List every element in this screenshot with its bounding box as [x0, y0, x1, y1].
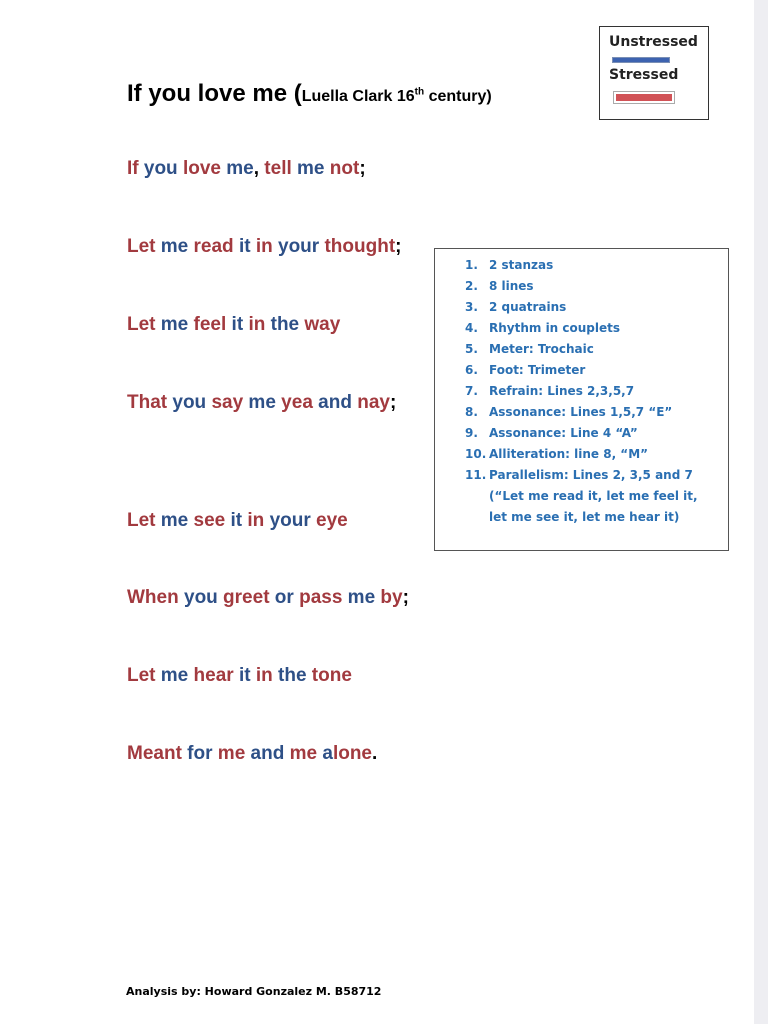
note-text: Meter: Trochaic	[489, 342, 594, 356]
note-number: 8.	[465, 405, 478, 419]
stressed-syllable: Let	[127, 236, 156, 257]
note-text: Refrain: Lines 2,3,5,7	[489, 384, 635, 398]
stressed-syllable: way	[299, 314, 341, 335]
stressed-syllable: tell	[259, 158, 292, 179]
analysis-note-item	[465, 255, 717, 276]
analysis-note-item	[465, 402, 717, 423]
unstressed-syllable: me	[243, 392, 276, 413]
unstressed-syllable: a	[317, 743, 333, 764]
note-number: 10.	[465, 447, 487, 461]
note-number: 11.	[465, 468, 487, 482]
analysis-note-item	[465, 423, 717, 444]
unstressed-syllable: you	[138, 158, 178, 179]
stressed-syllable: nay	[351, 392, 390, 413]
legend-stressed-label: Stressed	[609, 67, 679, 83]
note-text: Rhythm in couplets	[489, 321, 621, 335]
title-author	[302, 88, 492, 105]
unstressed-syllable: it	[233, 665, 251, 686]
unstressed-syllable: your	[272, 236, 320, 257]
punctuation: ;	[395, 236, 402, 257]
unstressed-syllable: for	[181, 743, 213, 764]
analysis-note-item	[465, 297, 717, 318]
analysis-note-item	[465, 318, 717, 339]
stressed-syllable: pass	[293, 587, 343, 608]
stressed-syllable: lone	[332, 743, 372, 764]
note-number: 7.	[465, 384, 478, 398]
note-text: Assonance: Lines 1,5,7 “E”	[489, 405, 673, 419]
unstressed-syllable: me	[155, 314, 189, 335]
punctuation: ;	[359, 158, 366, 179]
note-number: 1.	[465, 258, 478, 272]
analysis-note-item	[465, 444, 717, 465]
note-number: 9.	[465, 426, 478, 440]
note-text: 2 quatrains	[489, 300, 567, 314]
stressed-syllable: If	[127, 158, 139, 179]
stressed-syllable: not	[324, 158, 360, 179]
note-text: 8 lines	[489, 279, 534, 293]
unstressed-syllable: it	[226, 314, 244, 335]
stressed-syllable: say	[206, 392, 244, 413]
unstressed-syllable: it	[233, 236, 251, 257]
stressed-syllable: hear	[188, 665, 234, 686]
stress-legend	[599, 26, 709, 120]
title-main: If you love me	[127, 80, 288, 107]
note-number: 6.	[465, 363, 478, 377]
stressed-syllable: by	[375, 587, 403, 608]
stressed-syllable: tone	[306, 665, 352, 686]
poem-line-3	[127, 314, 340, 336]
unstressed-syllable: me	[291, 158, 325, 179]
unstressed-syllable: me	[155, 665, 189, 686]
legend-unstressed-label: Unstressed	[609, 34, 698, 50]
stressed-syllable: Meant	[127, 743, 182, 764]
unstressed-syllable: you	[167, 392, 207, 413]
note-text: Foot: Trimeter	[489, 363, 586, 377]
analysis-credit: Analysis by: Howard Gonzalez M. B58712	[126, 985, 382, 998]
unstressed-syllable: the	[272, 665, 307, 686]
note-number: 5.	[465, 342, 478, 356]
unstressed-syllable: the	[265, 314, 300, 335]
unstressed-syllable: and	[312, 392, 352, 413]
note-text: Parallelism: Lines 2, 3,5 and 7 (“Let me read it, let me feel it, let me see it, let me hear it)	[489, 468, 698, 524]
stressed-syllable: in	[250, 665, 273, 686]
stressed-syllable: love	[177, 158, 221, 179]
stressed-syllable: greet	[217, 587, 270, 608]
poem-line-4	[127, 392, 396, 414]
unstressed-syllable: or	[269, 587, 294, 608]
unstressed-syllable: your	[264, 510, 311, 531]
unstressed-syllable: it	[225, 510, 243, 531]
unstressed-syllable: me	[155, 510, 189, 531]
unstressed-syllable: me	[155, 236, 189, 257]
stressed-syllable: see	[188, 510, 226, 531]
legend-stressed-swatch	[613, 91, 675, 104]
note-text: Assonance: Line 4 “A”	[489, 426, 638, 440]
stressed-syllable: That	[127, 392, 168, 413]
poem-line-1	[127, 158, 366, 180]
legend-unstressed-swatch	[612, 57, 670, 63]
stressed-syllable: in	[250, 236, 273, 257]
analysis-notes-box	[434, 248, 729, 551]
analysis-note-item	[465, 276, 717, 297]
poem-line-7	[127, 665, 352, 687]
analysis-note-item	[465, 360, 717, 381]
unstressed-syllable: me	[220, 158, 254, 179]
title-century: century)	[424, 88, 492, 105]
punctuation: .	[372, 743, 378, 764]
unstressed-syllable: me	[342, 587, 376, 608]
stressed-syllable: in	[243, 314, 266, 335]
stressed-syllable: in	[242, 510, 265, 531]
analysis-notes-list	[465, 255, 717, 528]
stressed-syllable: me	[284, 743, 318, 764]
note-text: Alliteration: line 8, “M”	[489, 447, 649, 461]
poem-line-8	[127, 743, 377, 765]
poem-title	[127, 80, 492, 108]
analysis-note-item	[465, 465, 717, 528]
poem-line-6	[127, 587, 409, 609]
punctuation: ,	[253, 158, 260, 179]
title-author-name: Luella Clark 16	[301, 88, 415, 105]
punctuation: ;	[402, 587, 409, 608]
analysis-note-item	[465, 381, 717, 402]
title-superscript: th	[414, 86, 425, 98]
note-number: 2.	[465, 279, 478, 293]
note-number: 4.	[465, 321, 478, 335]
unstressed-syllable: you	[178, 587, 218, 608]
unstressed-syllable: and	[245, 743, 285, 764]
note-text: 2 stanzas	[489, 258, 554, 272]
stressed-syllable: Let	[127, 665, 156, 686]
stressed-syllable: When	[127, 587, 179, 608]
stressed-syllable: read	[188, 236, 234, 257]
poem-line-5	[127, 510, 348, 532]
title-open-paren: (	[293, 80, 302, 107]
stressed-syllable: feel	[188, 314, 227, 335]
analysis-note-item	[465, 339, 717, 360]
stressed-syllable: yea	[275, 392, 313, 413]
stressed-syllable: Let	[127, 314, 156, 335]
punctuation: ;	[389, 392, 397, 413]
poem-line-2	[127, 236, 401, 258]
stressed-syllable: thought	[319, 236, 396, 257]
stressed-syllable: me	[212, 743, 246, 764]
note-number: 3.	[465, 300, 478, 314]
stressed-syllable: eye	[310, 510, 348, 531]
stressed-syllable: Let	[127, 510, 156, 531]
scrollbar-track[interactable]	[754, 0, 768, 1024]
